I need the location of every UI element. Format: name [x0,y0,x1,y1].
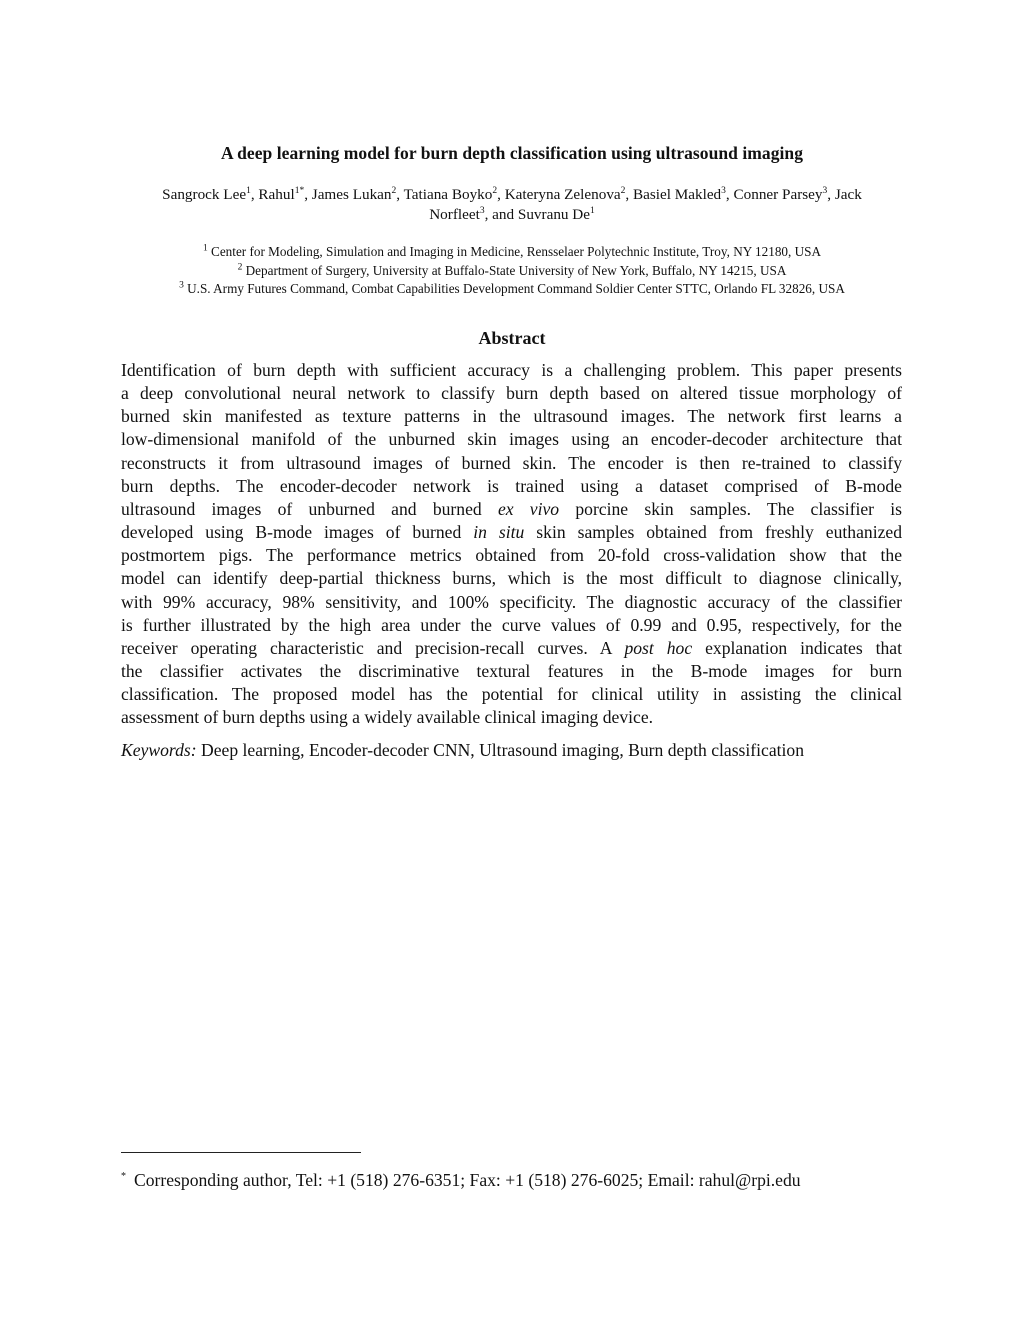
abstract-italic-term: in situ [473,522,525,543]
affiliation-marker: 3 [179,280,184,291]
abstract-line [121,683,902,706]
abstract-line [121,382,902,405]
abstract-italic-term: ex vivo [497,498,560,519]
abstract-line [121,452,902,475]
affiliation-text: Center for Modeling, Simulation and Imaging in Medicine, Rensselaer Polytechnic Institute, Troy, NY 12180, USA [207,244,821,259]
abstract-line [121,405,902,428]
abstract-line [121,359,902,382]
affiliation-marker: 1 [202,243,208,254]
author-name: Tatiana Boyko [403,186,493,203]
abstract-text: porcine skin samples. The classifier is [559,498,902,519]
affiliation [0,280,1024,299]
author-affiliation-marker: 1 [246,185,251,196]
abstract-text: developed using B-mode images of burned [121,522,474,543]
footnote [121,1170,911,1191]
abstract-text: postmortem pigs. The performance metrics obtained from 20-fold cross-validation show that the [121,545,902,566]
footnote-mark: * [121,1171,126,1183]
author-name: Conner Parsey [733,186,823,203]
author-name: Jack [834,186,862,203]
abstract-text: reconstructs it from ultrasound images of burned skin. The encoder is then re-trained to classify [121,452,902,473]
author-affiliation-marker: 1 [590,205,595,216]
abstract-text: the classifier activates the discriminative textural features in the B-mode images for burn [121,661,902,682]
abstract-line [121,614,902,637]
author-affiliation-marker: 3 [822,185,828,196]
author-line-2: Norfleet$^3$, and Suvranu De$^1$ [429,205,595,223]
abstract-text: assessment of burn depths using a widely available clinical imaging device. [121,707,654,728]
abstract-text: skin samples obtained from freshly euthanized [524,522,902,543]
paper-title: A deep learning model for burn depth classification using ultrasound imaging [220,143,804,163]
abstract-body [121,359,902,730]
affiliation-text: U.S. Army Futures Command, Combat Capabilities Development Command Soldier Center STTC, Orlando FL 32826, USA [183,281,845,296]
abstract-line [121,637,902,660]
affiliation-marker: 2 [237,262,243,273]
abstract-text: receiver operating characteristic and precision-recall curves. A [121,637,625,658]
abstract-line [121,428,902,451]
abstract-text: classification. The proposed model has the potential for clinical utility in assisting the clinical [121,684,902,705]
abstract-heading: Abstract [478,328,546,348]
abstract-text: model can identify deep-partial thickness burns, which is the most difficult to diagnose clinically, [121,568,902,589]
author-name: Norfleet [429,206,480,223]
affiliation [0,243,1024,262]
author-affiliation-marker: 1* [294,185,305,196]
author-name: Basiel Makled [633,186,722,203]
author-affiliation-marker: 2 [620,185,626,196]
affiliation-list [0,243,1024,299]
footnote-text: Corresponding author, Tel: +1 (518) 276-6351; Fax: +1 (518) 276-6025; Email: rahul@rpi.edu [134,1170,801,1190]
author-name: James Lukan [311,186,392,203]
abstract-text: a deep convolutional neural network to classify burn depth based on altered tissue morphology of [121,383,902,404]
abstract-line [121,475,902,498]
author-affiliation-marker: 2 [391,185,397,196]
author-affiliation-marker: 3 [479,205,485,216]
author-name: Rahul [258,186,295,203]
keywords [121,740,911,761]
abstract-line [121,544,902,567]
author-affiliation-marker: 3 [721,185,726,196]
abstract-line [121,660,902,683]
abstract-italic-term: post hoc [624,637,693,658]
abstract-text: burned skin manifested as texture patterns in the ultrasound images. The network first learns a [121,406,902,427]
affiliation-text: Department of Surgery, University at Buffalo-State University of New York, Buffalo, NY 14215, USA [242,262,787,278]
abstract-line [121,706,902,729]
abstract-line [121,498,902,521]
abstract-text: burn depths. The encoder-decoder network is trained using a dataset comprised of B-mode [121,475,902,496]
author-name: Suvranu De [517,206,591,223]
affiliation [0,262,1024,281]
author-list [115,185,909,225]
abstract-text: Identification of burn depth with sufficient accuracy is a challenging problem. This paper presents [121,360,902,380]
footnote-divider [121,1152,361,1153]
abstract-line [121,567,902,590]
abstract-line [121,591,902,614]
keywords-text: Deep learning, Encoder-decoder CNN, Ultrasound imaging, Burn depth classification [196,740,805,760]
author-line-1: Sangrock Lee$^1$, Rahul$^{1*}$, James Lukan$^2$, Tatiana Boyko$^2$, Kateryna Zelenova$^2$, Basiel Makled$^3$, Conner Parsey$^3$, Jack [162,185,862,203]
author-name: Sangrock Lee [162,186,247,203]
author-name: Kateryna Zelenova [504,186,621,203]
author-affiliation-marker: 2 [492,185,498,196]
abstract-text: explanation indicates that [692,637,902,658]
abstract-text: ultrasound images of unburned and burned [121,498,498,519]
keywords-label: Keywords: [121,740,197,760]
abstract-line [121,521,902,544]
abstract-text: with 99% accuracy, 98% sensitivity, and 100% specificity. The diagnostic accuracy of the classifier [121,591,902,612]
abstract-text: is further illustrated by the high area under the curve values of 0.99 and 0.95, respectively, for the [121,614,902,635]
abstract-text: low-dimensional manifold of the unburned skin images using an encoder-decoder architecture that [121,429,902,450]
